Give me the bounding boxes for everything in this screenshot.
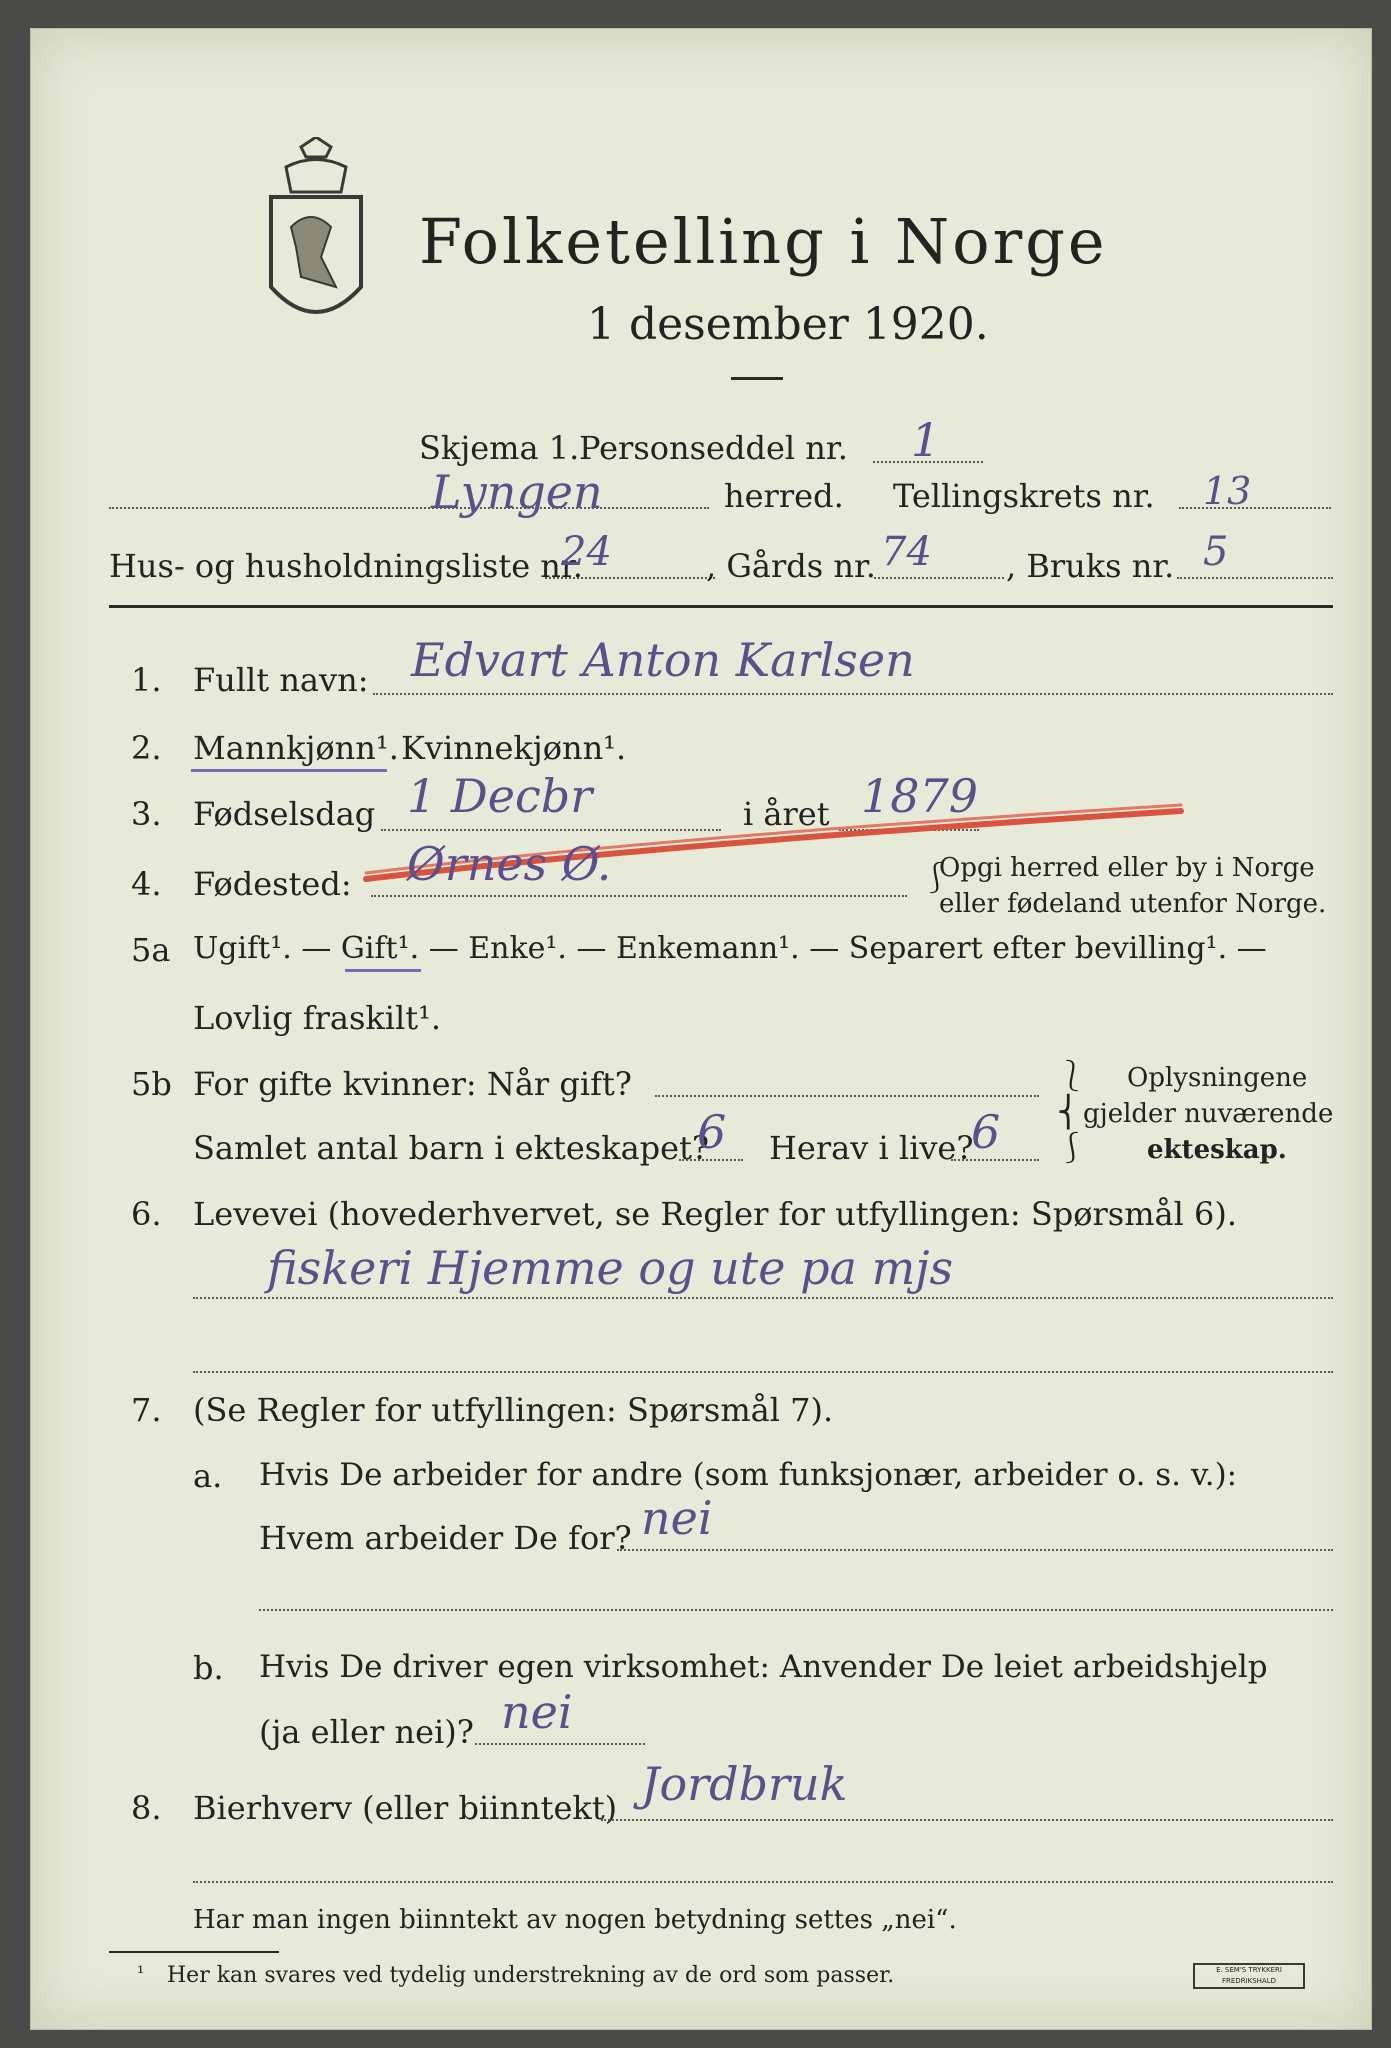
q5b-married-line [655,1095,1039,1097]
q5b-children-label: Samlet antal barn i ekteskapet? [193,1129,710,1167]
herred-label: herred. [724,477,844,515]
tellingskrets-line [1179,507,1331,509]
q8-number: 8. [131,1789,162,1827]
gards-line [874,577,1004,579]
q7b-label: Hvis De driver egen virksomhet: Anvender De leiet arbeidshjelp [259,1649,1268,1685]
q7b-label-2: (ja eller nei)? [259,1713,474,1751]
q5b-alive-line [951,1159,1039,1161]
bruks-label: , Bruks nr. [1006,547,1175,585]
q6-line [193,1297,1333,1299]
herred-value: Lyngen [431,465,603,519]
q3-value: 1 Decbr [407,769,593,823]
q4-note-line2: eller fødeland utenfor Norge. [939,889,1327,919]
q8-line-2 [193,1881,1333,1883]
q6-label: Levevei (hovederhvervet, se Regler for utfyllingen: Spørsmål 6). [193,1195,1238,1233]
q4-note-line1: Opgi herred eller by i Norge [939,853,1315,883]
q3-year-value: 1879 [861,769,979,823]
footer-note: Har man ingen biinntekt av nogen betydning settes „nei“. [193,1905,957,1935]
coat-of-arms-emblem [261,137,371,337]
q4-value: Ørnes Ø. [407,837,612,891]
census-date: 1 desember 1920. [587,299,989,350]
footnote-rule [109,1951,279,1953]
husliste-label: Hus- og husholdningsliste nr. [109,547,583,585]
q3-number: 3. [131,795,162,833]
q4-number: 4. [131,865,162,903]
q5a-gift-underline [345,969,421,972]
q1-label: Fullt navn: [193,661,369,699]
q5b-brace: ⎱ ⎨ ⎰ [1057,1059,1087,1166]
q8-value: Jordbruk [641,1757,848,1811]
bruks-line [1177,577,1333,579]
herred-line [109,507,709,509]
q5b-alive-label: Herav i live? [769,1129,974,1167]
q6-number: 6. [131,1195,162,1233]
tellingskrets-value: 13 [1203,469,1252,513]
q2-number: 2. [131,729,162,767]
form-title: Folketelling i Norge [419,205,1108,278]
q7a-label-2: Hvem arbeider De for? [259,1519,632,1557]
q5a-number: 5a [131,931,171,969]
header-rule [109,605,1333,608]
q5b-label: For gifte kvinner: Når gift? [193,1065,632,1103]
q2-female-option: Kvinnekjønn¹. [401,729,627,767]
q5a-options: Ugift¹. — Gift¹. — Enke¹. — Enkemann¹. — Separert efter bevilling¹. — [193,931,1267,966]
q3-label: Fødselsdag [193,795,376,833]
husliste-value: 24 [561,529,612,575]
q1-line [373,693,1333,695]
footnote-mark: ¹ [137,1963,145,1984]
q7-label: (Se Regler for utfyllingen: Spørsmål 7). [193,1391,834,1429]
q7a-value: nei [641,1491,713,1545]
q8-label: Bierhverv (eller biinntekt) [193,1789,618,1827]
q7b-letter: b. [193,1649,224,1687]
q5b-alive-value: 6 [971,1105,1001,1159]
q7-number: 7. [131,1391,162,1429]
q5b-children-line [679,1159,743,1161]
q5b-note-line3: ekteskap. [1147,1135,1287,1165]
title-divider [731,377,783,380]
q2-male-underline [191,769,387,772]
tellingskrets-label: Tellingskrets nr. [893,477,1155,515]
q1-value: Edvart Anton Karlsen [411,633,915,687]
husliste-line [545,577,715,579]
bruks-value: 5 [1203,529,1229,575]
personseddel-label: Personseddel nr. [579,429,848,467]
q1-number: 1. [131,661,162,699]
q4-line [371,895,907,897]
gards-label: , Gårds nr. [706,547,876,585]
gards-value: 74 [881,529,932,575]
q3-year-label: i året [743,795,830,833]
q2-male-option: Mannkjønn¹. [193,729,399,767]
q7b-value: nei [501,1685,573,1739]
q4-brace: ⎰ [921,861,951,896]
printer-stamp: E. SEM'S TRYKKERI FREDRIKSHALD [1193,1963,1305,1989]
q7a-label: Hvis De arbeider for andre (som funksjonær, arbeider o. s. v.): [259,1457,1238,1493]
schema-label: Skjema 1. [419,429,580,467]
q4-label: Fødested: [193,865,352,903]
q7a-line [617,1549,1333,1551]
footnote-text: Her kan svares ved tydelig understrekning av de ord som passer. [167,1963,895,1988]
q7a-line-2 [259,1609,1333,1611]
q8-line [601,1819,1333,1821]
q6-value: fiskeri Hjemme og ute pa mjs [267,1241,954,1295]
q7a-letter: a. [193,1457,223,1495]
personseddel-value: 1 [911,413,941,467]
q5b-number: 5b [131,1065,172,1103]
q7b-line [475,1743,645,1745]
q5b-note-line1: Oplysningene [1127,1063,1308,1093]
q5b-note-line2: gjelder nuværende [1083,1099,1334,1129]
q5a-options-2: Lovlig fraskilt¹. [193,999,442,1037]
q5b-children-value: 6 [697,1105,727,1159]
q6-line-2 [193,1371,1333,1373]
census-form [30,28,1372,2030]
